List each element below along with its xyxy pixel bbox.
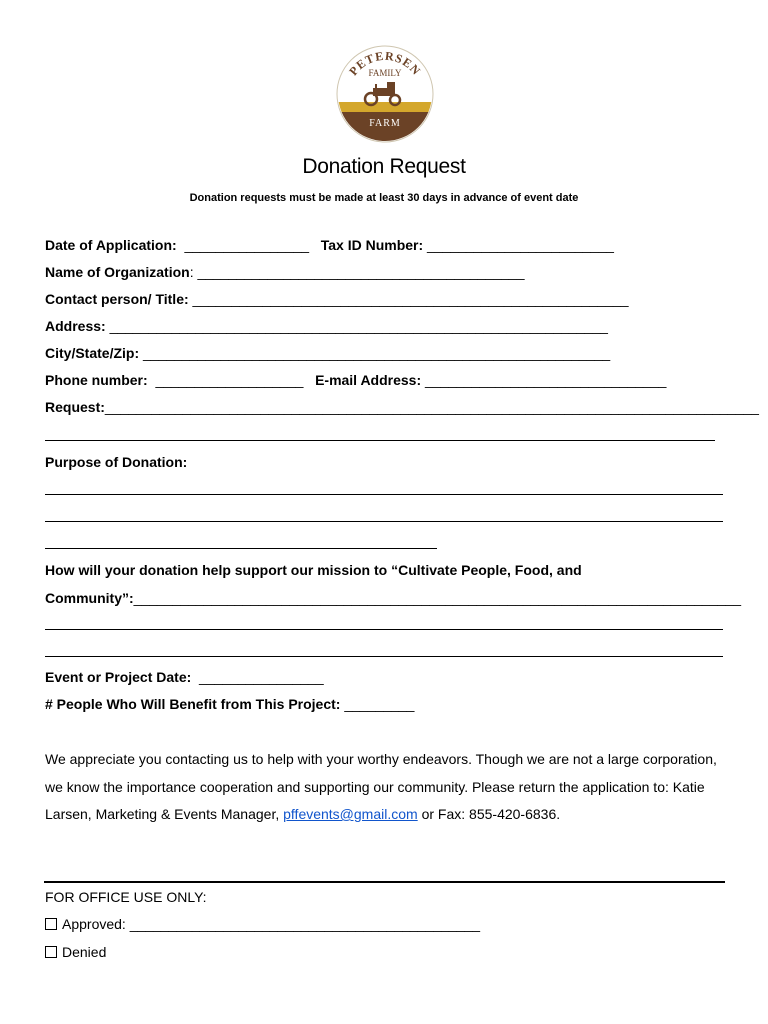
city-state-zip-label: City/State/Zip: [45, 345, 140, 361]
request-row[interactable] [45, 398, 759, 416]
people-row[interactable] [45, 695, 414, 713]
purpose-blank-line-3[interactable] [45, 548, 437, 549]
request-blank-line-2[interactable] [45, 440, 715, 441]
approved-blank[interactable]: _____________________________________________ [125, 916, 481, 932]
event-date-row[interactable] [45, 668, 324, 686]
organization-label: Name of Organization [45, 264, 190, 280]
page-title: Donation Request [302, 155, 466, 178]
approved-label: Approved: [62, 916, 126, 932]
mission-label: Community”: [45, 590, 134, 606]
address-blank[interactable]: ________________________________________________________________ [105, 318, 608, 334]
city-state-zip-blank[interactable]: ____________________________________________________________ [139, 345, 611, 361]
contact-row[interactable] [45, 290, 629, 308]
phone-email-row[interactable] [45, 371, 666, 389]
date-of-application-blank[interactable]: ________________ [176, 237, 310, 253]
logo-middle-text: FAMILY [368, 68, 402, 78]
contact-blank[interactable]: ________________________________________________________ [188, 291, 629, 307]
address-row[interactable] [45, 317, 608, 335]
request-label: Request: [45, 399, 105, 415]
tax-id-label: Tax ID Number: [309, 237, 424, 253]
date-of-application-row[interactable] [45, 236, 614, 254]
paragraph-text-after: or Fax: 855-420-6836. [417, 806, 561, 822]
email-blank[interactable]: _______________________________ [421, 372, 667, 388]
logo-top-text: PETERSEN [346, 48, 424, 79]
people-label: # People Who Will Benefit from This Project: [45, 696, 341, 712]
appreciation-paragraph [45, 746, 725, 829]
contact-label: Contact person/ Title: [45, 291, 189, 307]
purpose-blank-line-2[interactable] [45, 521, 723, 522]
event-date-label: Event or Project Date: [45, 669, 192, 685]
mission-blank[interactable]: ______________________________________________________________________________ [133, 590, 741, 606]
paragraph-text-before: We appreciate you contacting us to help with your worthy endeavors. Though we are not a large corporation, we know the importance cooperation and supporting our community. Please return the application to: Katie Larsen, Marketing & Events Manager, [45, 751, 717, 822]
address-label: Address: [45, 318, 106, 334]
email-link[interactable]: pffevents@gmail.com [283, 806, 418, 822]
city-state-zip-row[interactable] [45, 344, 610, 362]
organization-row[interactable] [45, 263, 524, 281]
approved-checkbox[interactable] [45, 918, 57, 930]
event-date-blank[interactable]: ________________ [191, 669, 324, 685]
mission-question-line-1: How will your donation help support our mission to “Cultivate People, Food, and [45, 562, 582, 578]
denied-label: Denied [62, 944, 107, 960]
approved-row[interactable] [45, 915, 480, 933]
date-of-application-label: Date of Application: [45, 237, 177, 253]
page-subtitle: Donation requests must be made at least 30 days in advance of event date [189, 192, 579, 204]
petersen-family-farm-logo [335, 44, 435, 144]
tax-id-blank[interactable]: ________________________ [423, 237, 614, 253]
mission-blank-line-3[interactable] [45, 656, 723, 657]
mission-row[interactable] [45, 589, 741, 607]
denied-checkbox[interactable] [45, 946, 57, 958]
logo-bottom-text: FARM [369, 118, 401, 129]
organization-blank[interactable]: : __________________________________________ [189, 264, 525, 280]
mission-blank-line-2[interactable] [45, 629, 723, 630]
purpose-blank-line-1[interactable] [45, 494, 723, 495]
purpose-label: Purpose of Donation: [45, 454, 188, 470]
request-blank[interactable]: ____________________________________________________________________________________ [104, 399, 759, 415]
office-divider [44, 881, 725, 883]
office-heading: FOR OFFICE USE ONLY: [45, 889, 207, 905]
email-label: E-mail Address: [315, 372, 422, 388]
people-blank[interactable]: _________ [340, 696, 415, 712]
denied-row[interactable] [45, 943, 106, 961]
phone-blank[interactable]: ___________________ [147, 372, 316, 388]
phone-label: Phone number: [45, 372, 148, 388]
